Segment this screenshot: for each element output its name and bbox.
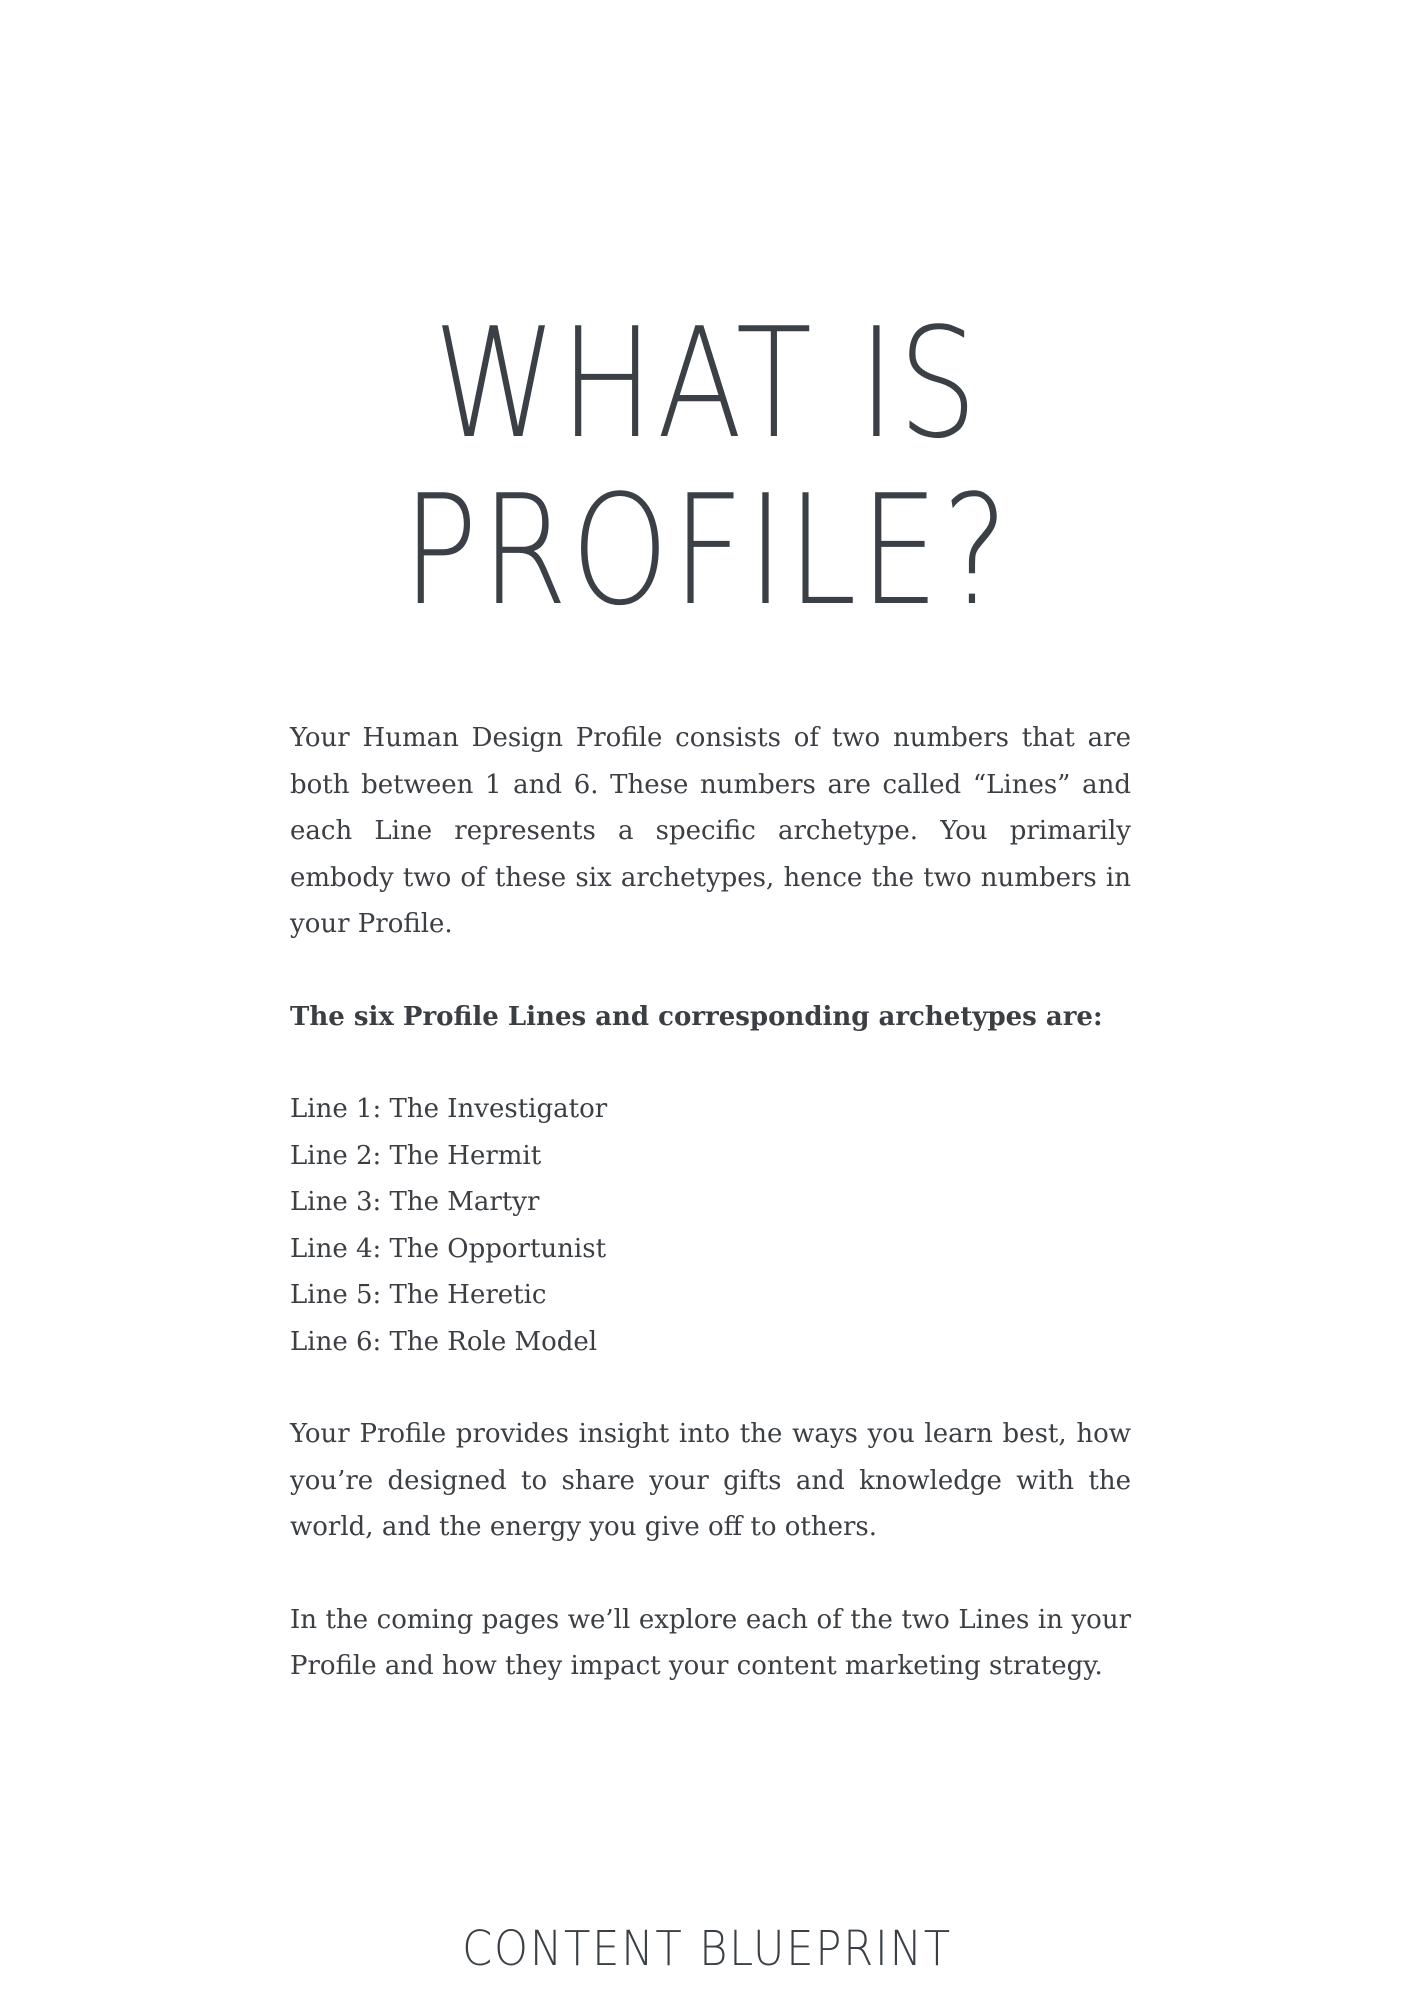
- insight-paragraph: Your Profile provides insight into the ways you learn best, how you’re designed to share your gifts and knowledge with the world, and the energy you give off to others.: [290, 1419, 1131, 1542]
- list-item: Line 2: The Hermit: [290, 1140, 542, 1171]
- closing-paragraph: In the coming pages we’ll explore each of the two Lines in your Profile and how they impact your content marketing strategy.: [290, 1604, 1131, 1681]
- list-item: Line 4: The Opportunist: [290, 1233, 607, 1264]
- list-item: Line 5: The Heretic: [290, 1280, 547, 1310]
- page-title-line-2: PROFILE?: [402, 462, 1012, 639]
- page-title-line-1: WHAT IS: [433, 295, 981, 472]
- list-item: Line 6: The Role Model: [290, 1326, 598, 1357]
- body-content: [290, 715, 1131, 1736]
- page-title: [127, 295, 1286, 639]
- footer-brand: CONTENT BLUEPRINT: [462, 1921, 952, 1977]
- list-item: Line 3: The Martyr: [290, 1187, 540, 1217]
- list-item: Line 1: The Investigator: [290, 1094, 608, 1124]
- intro-paragraph: Your Human Design Profile consists of two numbers that are both between 1 and 6. These numbers are called “Lines” and each Line represents a specific archetype. You primarily embody two of these six archetypes, hence the two numbers in your Profile.: [290, 723, 1131, 939]
- profile-lines-list: [290, 1086, 1131, 1365]
- list-heading: The six Profile Lines and corresponding archetypes are:: [290, 1001, 1103, 1032]
